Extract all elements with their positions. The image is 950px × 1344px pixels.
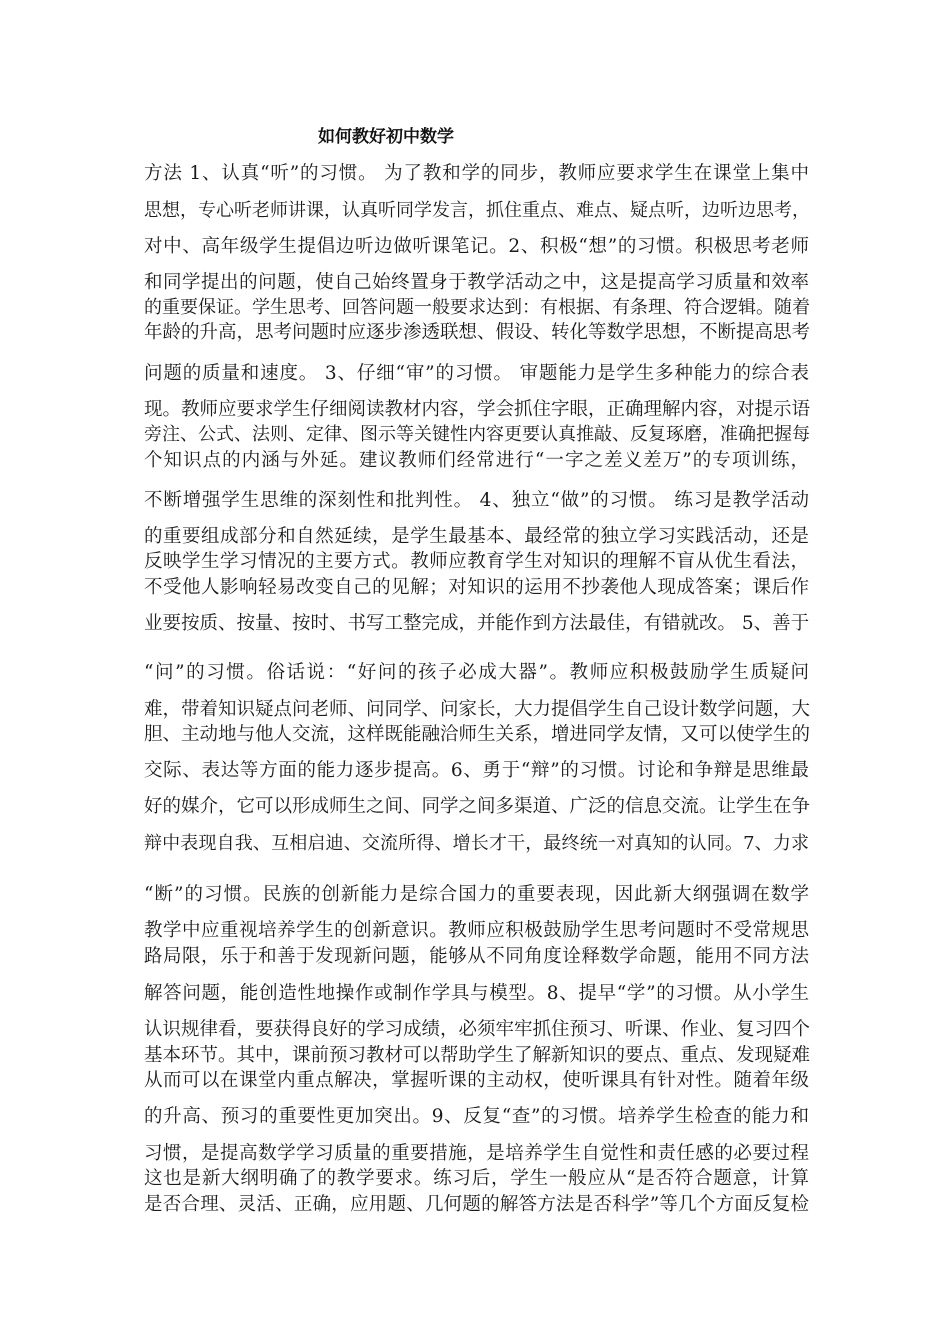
paragraph-line: 这也是新大纲明确了的教学要求。练习后，学生一般应从“是否符合题意，计算 [144,1168,809,1189]
paragraph-line: 的重要保证。学生思考、回答问题一般要求达到：有根据、有条理、符合逻辑。随着 [144,297,810,318]
paragraph-line: 反映学生学习情况的主要方式。教师应教育学生对知识的理解不盲从优生看法， [144,551,809,572]
paragraph-line: 问题的质量和速度。 3、仔细“审”的习惯。 审题能力是学生多种能力的综合表 [144,363,809,384]
paragraph-line: 对中、高年级学生提倡边听边做听课笔记。2、积极“想”的习惯。积极思考老师 [144,236,809,257]
paragraph-line: 路局限，乐于和善于发现新问题，能够从不同角度诠释数学命题，能用不同方法 [144,946,809,967]
paragraph-line: 不受他人影响轻易改变自己的见解；对知识的运用不抄袭他人现成答案；课后作 [144,577,809,598]
paragraph-line: 和同学提出的问题，使自己始终置身于教学活动之中，这是提高学习质量和效率 [144,272,809,293]
paragraph-line: 旁注、公式、法则、定律、图示等关键性内容更要认真推敲、反复琢磨，准确把握每 [144,424,810,445]
paragraph-line: 习惯，是提高数学学习质量的重要措施，是培养学生自觉性和责任感的必要过程 [144,1143,809,1164]
paragraph-line: “问”的习惯。俗话说：“好问的孩子必成大器”。教师应积极鼓励学生质疑问 [144,662,809,683]
paragraph-line: 从而可以在课堂内重点解决，掌握听课的主动权，使听课具有针对性。随着年级 [144,1070,809,1091]
paragraph-line: 好的媒介，它可以形成师生之间、同学之间多渠道、广泛的信息交流。让学生在争 [144,796,811,817]
paragraph-line: “断”的习惯。民族的创新能力是综合国力的重要表现，因此新大纲强调在数学 [144,884,809,905]
paragraph-line: 的升高、预习的重要性更加突出。9、反复“查”的习惯。培养学生检查的能力和 [144,1106,809,1127]
paragraph-line: 解答问题，能创造性地操作或制作学具与模型。8、提早“学”的习惯。从小学生 [144,983,809,1004]
paragraph-line: 教学中应重视培养学生的创新意识。教师应积极鼓励学生思考问题时不受常规思 [144,920,809,941]
document-title: 如何教好初中数学 [318,127,454,147]
paragraph-line: 方法 1、认真“听”的习惯。 为了教和学的同步，教师应要求学生在课堂上集中 [144,163,809,184]
paragraph-line: 难，带着知识疑点问老师、问同学、问家长，大力提倡学生自己设计数学问题，大 [144,699,811,720]
paragraph-line: 不断增强学生思维的深刻性和批判性。 4、独立“做”的习惯。 练习是教学活动 [144,490,809,511]
paragraph-line: 胆、主动地与他人交流，这样既能融洽师生关系，增进同学友情，又可以使学生的 [144,724,811,745]
paragraph-line: 基本环节。其中，课前预习教材可以帮助学生了解新知识的要点、重点、发现疑难 [144,1045,811,1066]
paragraph-line: 年龄的升高，思考问题时应逐步渗透联想、假设、转化等数学思想，不断提高思考 [144,322,811,343]
paragraph-line: 认识规律看，要获得良好的学习成绩，必须牢牢抓住预习、听课、作业、复习四个 [144,1019,811,1040]
paragraph-line: 交际、表达等方面的能力逐步提高。6、勇于“辩”的习惯。讨论和争辩是思维最 [144,760,809,781]
paragraph-line: 辩中表现自我、互相启迪、交流所得、增长才干，最终统一对真知的认同。7、力求 [144,833,809,854]
paragraph-line: 业要按质、按量、按时、书写工整完成，并能作到方法最佳，有错就改。 5、善于 [144,613,810,634]
paragraph-line: 现。教师应要求学生仔细阅读教材内容，学会抓住字眼，正确理解内容，对提示语 [144,399,811,420]
paragraph-line: 是否合理、灵活、正确，应用题、几何题的解答方法是否科学”等几个方面反复检 [144,1194,809,1215]
paragraph-line: 思想，专心听老师讲课，认真听同学发言，抓住重点、难点、疑点听，边听边思考， [144,200,810,221]
paragraph-line: 的重要组成部分和自然延续，是学生最基本、最经常的独立学习实践活动，还是 [144,526,809,547]
paragraph-line: 个知识点的内涵与外延。建议教师们经常进行“一字之差义差万”的专项训练， [144,450,809,471]
